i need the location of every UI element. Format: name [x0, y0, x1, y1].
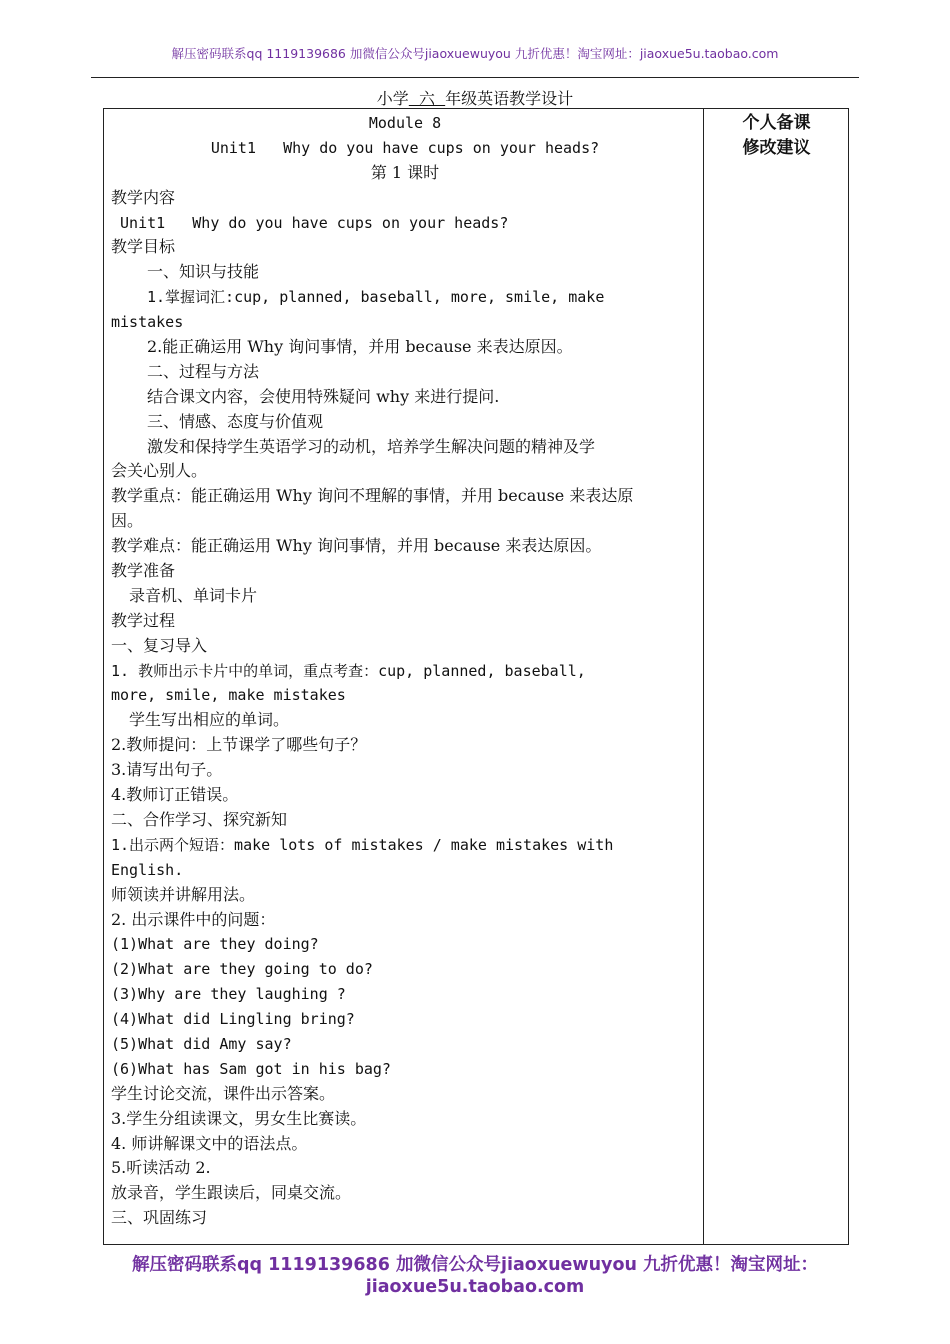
content-line: (1)What are they doing? [111, 935, 319, 954]
content-line: 3.学生分组读课文，男女生比赛读。 [111, 1108, 367, 1128]
title-suffix: 年级英语教学设计 [445, 89, 574, 108]
lesson-body [111, 186, 699, 1231]
content-line: mistakes [111, 313, 184, 332]
content-line: 1. 教师出示卡片中的单词，重点考查：cup, planned, baseball, [111, 661, 586, 680]
content-line: (6)What has Sam got in his bag? [111, 1059, 391, 1078]
content-line: 学生写出相应的单词。 [129, 710, 290, 730]
content-line: 1.出示两个短语：make lots of mistakes / make mistakes with [111, 835, 614, 854]
content-line: 激发和保持学生英语学习的动机，培养学生解决问题的精神及学 [147, 436, 596, 456]
module-heading: Module 8 [368, 114, 442, 132]
content-line: 5.听读活动 2. [111, 1158, 211, 1178]
content-line: 1.掌握词汇:cup, planned, baseball, more, smile, make [147, 288, 605, 307]
header-rule [91, 77, 859, 78]
lesson-heading: 第 1 课时 [370, 162, 440, 182]
bottom-promo-line1: 解压密码联系qq 1119139686 加微信公众号jiaoxuewuyou 九折优惠！淘宝网址： [131, 1255, 819, 1275]
content-line: 师领读并讲解用法。 [111, 884, 256, 904]
content-line: English. [111, 860, 184, 879]
content-line: 二、合作学习、探究新知 [111, 809, 288, 829]
content-line: 会关心别人。 [111, 461, 208, 481]
content-line: 二、过程与方法 [147, 361, 260, 381]
content-line: 3.请写出句子。 [111, 760, 223, 780]
notes-header-line2: 修改建议 [742, 138, 811, 158]
content-line: 结合课文内容，会使用特殊疑问 why 来进行提问. [147, 386, 500, 406]
lesson-plan-table [103, 108, 849, 1245]
content-line: 一、知识与技能 [147, 262, 260, 282]
bottom-promo-banner [0, 1254, 950, 1298]
content-line: 教学过程 [111, 610, 176, 630]
notes-header-line1: 个人备课 [742, 113, 811, 133]
content-line: more, smile, make mistakes [111, 686, 346, 705]
content-line: 三、情感、态度与价值观 [147, 411, 324, 431]
document-title [0, 86, 950, 109]
content-line: (2)What are they going to do? [111, 960, 373, 979]
content-line: 因。 [111, 511, 144, 531]
content-line: (5)What did Amy say? [111, 1034, 292, 1053]
notes-column [704, 111, 849, 161]
content-line: 教学重点：能正确运用 Why 询问不理解的事情，并用 because 来表达原 [111, 486, 634, 506]
title-prefix: 小学 [376, 89, 409, 108]
content-line: 学生讨论交流，课件出示答案。 [111, 1083, 336, 1103]
unit-heading: Unit1 Why do you have cups on your heads? [210, 138, 600, 157]
top-promo-banner: 解压密码联系qq 1119139686 加微信公众号jiaoxuewuyou 九折优惠！淘宝网址：jiaoxue5u.taobao.com [171, 46, 779, 61]
content-line: 4. 师讲解课文中的语法点。 [111, 1133, 308, 1153]
content-line: 4.教师订正错误。 [111, 785, 239, 805]
content-line: 教学目标 [111, 237, 176, 257]
content-line: 教学难点：能正确运用 Why 询问事情，并用 because 来表达原因。 [111, 536, 602, 556]
bottom-promo-line2: jiaoxue5u.taobao.com [365, 1277, 585, 1297]
content-line: 三、巩固练习 [111, 1208, 208, 1228]
title-grade: 六 [408, 89, 446, 108]
content-line: 2.教师提问：上节课学了哪些句子？ [111, 735, 367, 755]
content-line: 录音机、单词卡片 [129, 585, 258, 605]
content-line: 一、复习导入 [111, 635, 208, 655]
content-line: 放录音，学生跟读后，同桌交流。 [111, 1183, 352, 1203]
content-line: 2. 出示课件中的问题： [111, 909, 276, 929]
content-line: 教学准备 [111, 561, 176, 581]
content-line: 2.能正确运用 Why 询问事情，并用 because 来表达原因。 [147, 337, 573, 357]
content-line: (4)What did Lingling bring? [111, 1010, 355, 1029]
content-line: Unit1 Why do you have cups on your heads? [111, 213, 509, 232]
column-divider [703, 109, 704, 1244]
content-line: (3)Why are they laughing ? [111, 985, 346, 1004]
lesson-content-cell [111, 111, 699, 1231]
content-line: 教学内容 [111, 187, 176, 207]
